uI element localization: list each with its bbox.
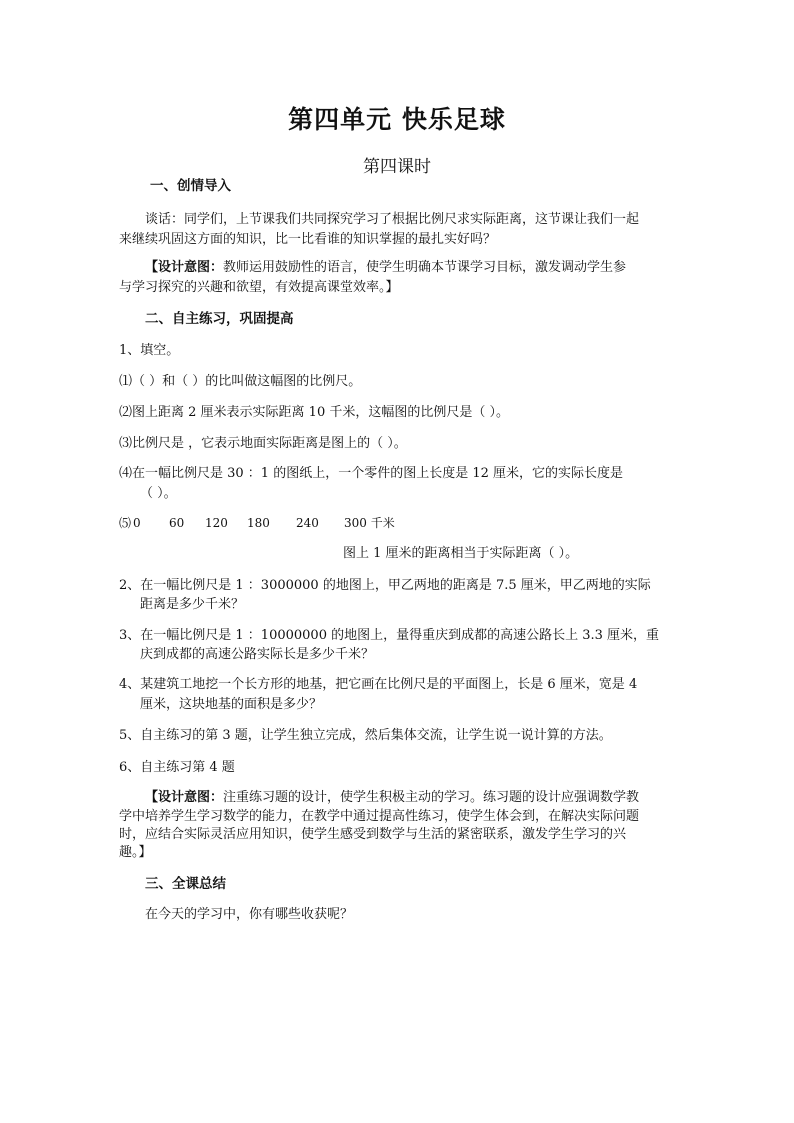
section2-intent-line2: 学中培养学生学习数学的能力，在教学中通过提高性练习，使学生体会到，在解决实际问题	[119, 809, 640, 824]
section2-intent-line4: 趣。】	[119, 845, 152, 860]
question1-label: 1、填空。	[119, 343, 180, 358]
scale-tick-180: 180	[247, 516, 270, 530]
question5: 5、自主练习的第 3 题，让学生独立完成，然后集体交流，让学生说一说计算的方法。	[119, 728, 612, 743]
question3-line1: 3、在一幅比例尺是 1 ：10000000 的地图上，量得重庆到成都的高速公路长上 3.3 厘米，重	[119, 628, 660, 643]
page-title: 第四单元 快乐足球	[288, 105, 506, 134]
question1-item2: ⑵图上距离 2 厘米表示实际距离 10 千米，这幅图的比例尺是（ ）。	[119, 405, 509, 420]
page-subtitle: 第四课时	[363, 157, 431, 177]
section1-heading: 一、创情导入	[150, 178, 231, 194]
question1-item1: ⑴（ ）和（ ）的比叫做这幅图的比例尺。	[119, 374, 362, 389]
section1-para-line2: 来继续巩固这方面的知识，比一比看谁的知识掌握的最扎实好吗？	[119, 232, 497, 247]
question4-line2: 厘米，这块地基的面积是多少？	[140, 697, 323, 712]
intent-text: 教师运用鼓励性的语言，使学生明确本节课学习目标，激发调动学生参	[223, 260, 627, 275]
question6: 6、自主练习第 4 题	[119, 760, 235, 775]
question4-line1: 4、某建筑工地挖一个长方形的地基，把它画在比例尺是的平面图上，长是 6 厘米，宽是 4	[119, 677, 638, 692]
scale-tick-60: 60	[169, 516, 185, 530]
question1-item3: ⑶比例尺是 ，它表示地面实际距离是图上的（ ）。	[119, 436, 407, 451]
section3-para: 在今天的学习中，你有哪些收获呢？	[145, 907, 354, 922]
scale-tick-120: 120	[205, 516, 228, 530]
section1-intent-line1	[145, 260, 626, 276]
scale-tick-240: 240	[296, 516, 319, 530]
question1-item4-line1: ⑷在一幅比例尺是 30 ：1 的图纸上，一个零件的图上长度是 12 厘米，它的实际长度是	[119, 466, 624, 481]
question2-line2: 距离是多少千米？	[140, 597, 245, 612]
question1-item4-line2: （ ）。	[140, 486, 177, 501]
question2-line1: 2、在一幅比例尺是 1 ：3000000 的地图上，甲乙两地的距离是 7.5 厘米，甲乙两地的实际	[119, 578, 651, 593]
intent-label: 【设计意图：	[145, 790, 224, 805]
scale-tick-0: 0	[133, 516, 141, 530]
question1-item5-text: 图上 1 厘米的距离相当于实际距离（ ）。	[343, 546, 579, 561]
section2-intent-line3: 时，应结合实际灵活应用知识，使学生感受到数学与生活的紧密联系，激发学生学习的兴	[119, 827, 627, 842]
scale-tick-300: 300 千米	[344, 516, 395, 530]
question1-item5-label: ⑸	[119, 516, 132, 530]
section2-heading: 二、自主练习，巩固提高	[145, 311, 294, 327]
question3-line2: 庆到成都的高速公路实际长是多少千米？	[140, 647, 375, 662]
section1-para-line1: 谈话：同学们，上节课我们共同探究学习了根据比例尺求实际距离，这节课让我们一起	[145, 212, 640, 227]
intent-label: 【设计意图：	[145, 260, 224, 275]
section2-intent-line1	[145, 790, 639, 806]
intent-text: 注重练习题的设计，使学生积极主动的学习。练习题的设计应强调数学教	[223, 790, 640, 805]
section1-intent-line2: 与学习探究的兴趣和欲望，有效提高课堂效率。】	[119, 280, 399, 295]
section3-heading: 三、全课总结	[145, 876, 226, 892]
